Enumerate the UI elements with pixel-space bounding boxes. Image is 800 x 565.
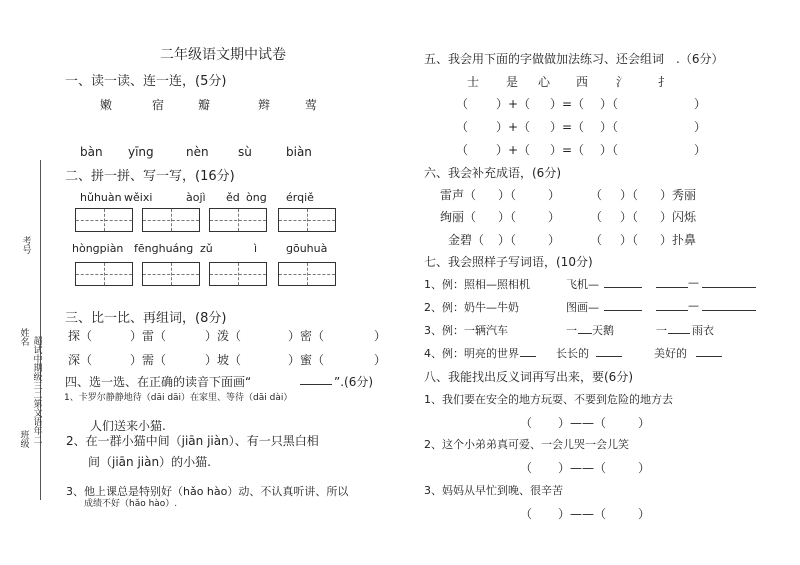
s6-item: ） [548,188,561,202]
s6-item: ） [548,233,561,247]
binding-line [40,160,41,500]
s6-item: 绚丽（ [440,210,477,224]
name-label: 姓名 [20,329,30,348]
s7-q3-example: 3、例：一辆汽车 [424,324,508,337]
s8-pair: ） [638,461,651,475]
s6-item: （ [590,210,603,224]
s6-item: ）扑鼻 [660,233,697,247]
s8-pair: ） [638,507,651,521]
s5-char: 心 [538,75,551,89]
s5-blank: ）=（ [550,97,585,111]
s8-pair: （ [520,507,533,521]
section8-header: 八、我能找出反义词再写出来，要(6分) [424,370,633,384]
s1-char: 辫 [258,98,271,112]
s2-pinyin: hǔhuàn [80,191,122,204]
answer-blank[interactable] [604,310,642,311]
s1-char: 嫩 [100,98,113,112]
s6-item: ）（ [620,188,639,202]
s6-item: ） [548,210,561,224]
s8-q3: 3、妈妈从早忙到晚、很辛苦 [424,484,563,497]
writing-grid-cell[interactable] [75,262,133,286]
s4-q2-line2: 间（jiān jiàn）的小猫. [88,455,211,469]
answer-blank[interactable] [668,333,690,334]
s6-item: ）（ [498,210,517,224]
s7-q4-example: 4、例：明亮的世界 [424,347,519,360]
s6-item: （ [590,188,603,202]
s1-char: 莺 [305,98,318,112]
s3-item: ）蜜（ [288,353,325,367]
s2-pinyin: ěd [226,191,240,204]
s2-pinyin: fēnɡhuánɡ [134,242,194,255]
s7-q4-word: 美好的 [654,347,687,360]
answer-blank[interactable] [596,356,622,357]
s3-item: ） [374,329,387,343]
s1-char: 瓣 [198,98,211,112]
section2-header: 二、拼一拼、写一写，(16分) [65,169,235,184]
s4-q3-line1: 3、他上课总是特别好（hǎo hào）动、不认真听讲、所以 [66,485,349,498]
s2-pinyin: ɡōuhuà [286,242,328,255]
s7-q3-word: 雨衣 [692,324,714,337]
s3-item: ）雷（ [130,329,167,343]
s5-char: 扌 [658,75,671,89]
s5-blank: ）+（ [496,143,531,157]
class-label: 班级 [20,431,30,450]
example-underline [520,356,536,357]
writing-grid-cell[interactable] [209,262,267,286]
s5-blank: ） [694,143,707,157]
s6-item: ）（ [620,233,639,247]
page-title: 二年级语文期中试卷 [160,47,286,63]
s8-pair: ）——（ [558,461,607,475]
s3-item: 探（ [68,329,93,343]
s5-blank: ）+（ [496,97,531,111]
s8-pair: ） [638,416,651,430]
s7-q3-word: 天鹅 [592,324,614,337]
s7-q1-example: 1、例：照相—照相机 [424,278,530,291]
answer-blank[interactable] [702,310,756,311]
s6-item: ）秀丽 [660,188,697,202]
s2-pinyin: wěixi [124,191,153,204]
s3-item: ）需（ [130,353,167,367]
s1-pinyin: nèn [186,145,209,159]
s4-q1-line1: 1、卡罗尔静静地待（dāi dāi）在家里、等待（dāi dài） [64,393,293,403]
s6-item: 金碧（ [448,233,485,247]
s7-q1-dash: — [688,276,699,289]
writing-grid-cell[interactable] [209,208,267,232]
s6-item: ）（ [498,233,517,247]
s7-q3-word: 一 [566,324,577,337]
s7-q4-word: 长长的 [556,347,589,360]
s6-item: ）（ [498,188,517,202]
s2-pinyin: ì [254,242,258,255]
s1-pinyin: bàn [80,145,103,159]
s7-q2-example: 2、例：奶牛—牛奶 [424,301,519,314]
s1-pinyin: sù [238,145,252,159]
s2-pinyin: ònɡ [246,191,267,204]
section5-header: 五、我会用下面的字做做加法练习、还会组词 .（6分） [424,52,724,66]
answer-blank[interactable] [656,287,688,288]
s7-q2-prompt: 图画— [566,301,599,314]
s5-char: 氵 [616,75,629,89]
answer-blank[interactable] [656,310,688,311]
s8-pair: ）——（ [558,416,607,430]
s5-blank: ）+（ [496,120,531,134]
s6-item: ）（ [620,210,639,224]
s1-pinyin: yīng [128,145,154,159]
s3-item: ）坡（ [205,353,242,367]
writing-grid-cell[interactable] [75,208,133,232]
s1-pinyin: biàn [286,145,312,159]
s5-blank: ）（ [600,97,619,111]
s8-pair: ）——（ [558,507,607,521]
underline-sample [300,384,332,385]
s5-blank: （ [456,97,469,111]
writing-grid-cell[interactable] [142,262,200,286]
s5-blank: ）=（ [550,143,585,157]
s4-q3-line2: 成绩不好（hǎo hào）. [84,499,178,509]
s5-blank: ）=（ [550,120,585,134]
writing-grid-cell[interactable] [142,208,200,232]
s7-q2-dash: — [688,299,699,312]
s8-q1: 1、我们要在安全的地方玩耍、不要到危险的地方去 [424,393,673,406]
answer-blank[interactable] [702,287,756,288]
section4-header: 四、选一选、在正确的读音下面画“ [65,375,252,389]
s5-blank: ） [694,97,707,111]
s3-item: ）泼（ [205,329,242,343]
s5-blank: （ [456,143,469,157]
s4-q2-line1: 2、在一群小猫中间（jiān jiàn）、有一只黑白相 [66,434,319,448]
s1-char: 宿 [152,98,165,112]
answer-blank[interactable] [578,333,592,334]
s3-item: ） [374,353,387,367]
s8-pair: （ [520,416,533,430]
writing-grid-cell[interactable] [278,208,336,232]
s5-blank: （ [456,120,469,134]
s7-q3-word: 一 [656,324,667,337]
seal-text: 超试中期级三二第文语年二 [33,337,43,446]
section3-header: 三、比一比、再组词，(8分) [65,311,227,326]
writing-grid-cell[interactable] [278,262,336,286]
exam-number-label: 考号 [22,237,32,256]
s7-q1-prompt: 飞机— [566,278,599,291]
s8-q2: 2、这个小弟弟真可爱、一会儿哭一会儿笑 [424,438,629,451]
s3-item: ）密（ [288,329,325,343]
s6-item: （ [590,233,603,247]
s3-item: 深（ [68,353,93,367]
answer-blank[interactable] [604,287,642,288]
s4-q1-line2: 人们送来小猫. [90,419,166,433]
s2-pinyin: hònɡpiàn [72,242,124,255]
section7-header: 七、我会照样子写词语，(10分) [424,255,593,269]
s5-blank: ） [694,120,707,134]
s5-char: 西 [576,75,589,89]
section1-header: 一、读一读、连一连，(5分) [65,74,227,89]
section4-score: ”.(6分) [334,375,374,389]
s6-item: ）闪烁 [660,210,697,224]
s2-pinyin: àojì [186,191,206,204]
s8-pair: （ [520,461,533,475]
s6-item: 雷声（ [440,188,477,202]
s5-char: 是 [506,75,519,89]
s2-pinyin: zǔ [200,242,213,255]
answer-blank[interactable] [696,356,722,357]
section6-header: 六、我会补充成语，(6分) [424,166,561,180]
s2-pinyin: érqiě [286,191,314,204]
s5-char: 士 [467,75,480,89]
s5-blank: ）（ [600,143,619,157]
s5-blank: ）（ [600,120,619,134]
